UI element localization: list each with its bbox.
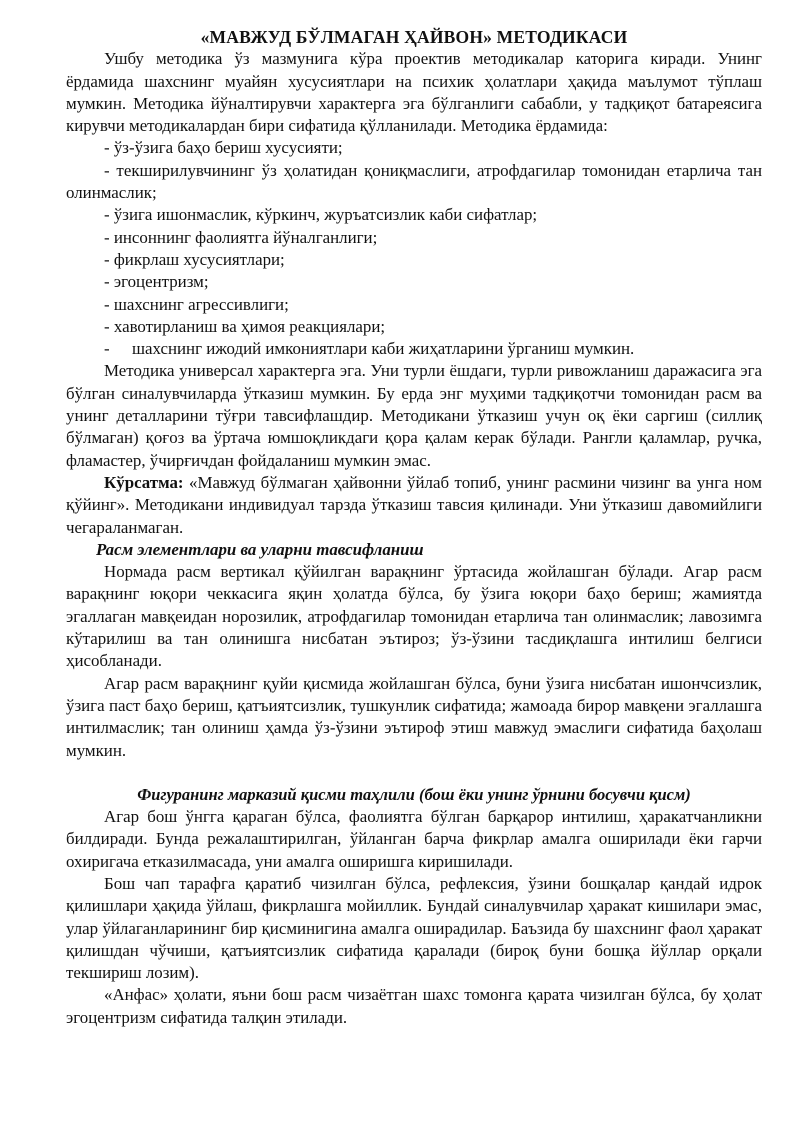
bottom-paragraph: Агар расм варақнинг қуйи қисмида жойлашган бўлса, буни ўзига нисбатан ишончсизлик, ўзига паст баҳо бериш, қатъиятсизлик, тушкунлик сифатида; жамоада бирор мавқени эгаллашга интилмаслик; тан олиниш ҳамда ўз-ўзини эътироф этиш мавжуд эмаслиги сифатида баҳолаш мумкин. (66, 673, 762, 760)
list-item: - хавотирланиш ва ҳимоя реакциялари; (104, 316, 386, 336)
list-item: - эгоцентризм; (104, 272, 209, 292)
document-title: «МАВЖУД БЎЛМАГАН ҲАЙВОН» МЕТОДИКАСИ (200, 27, 628, 47)
instruction-paragraph (66, 472, 762, 539)
norm-paragraph: Нормада расм вертикал қўйилган варақнинг ўртасида жойлашган бўлади. Агар расм варақнинг юқори чеккасига яқин ҳолатда бўлса, бу ўзига юқори баҳо бериш; жамиятда эгаллаган мавқеидан норозилик, атрофдагилар томонидан етарлича тан олинмаслик; лавозимга кўтарилиш ва тан олинишга нисбатан эътироз; ўз-ўзини тасдиқлашга интилиш белгиси ҳисобланади. (66, 562, 762, 671)
universal-paragraph: Методика универсал характерга эга. Уни турли ёшдаги, турли ривожланиш даражасига эга бўлган синалувчиларда ўтказиш мумкин. Бу ерда энг муҳими тадқиқотчи томонидан расм ва унинг деталларини тўғри тавсифлашдир. Методикани ўтказиш учун оқ ёки саргиш (силлиқ бўлмаган) қоғоз ва ўртача юмшоқликдаги қора қалам керак бўлади. Рангли қаламлар, ручка, фламастер, ўчирғичдан фойдаланиш мумкин эмас. (66, 361, 762, 470)
intro-paragraph: Ушбу методика ўз мазмунига кўра проектив методикалар каторига киради. Унинг ёрдамида шахснинг муайян хусусиятлари на психик ҳолатлари ҳақида маълумот тўплаш мумкин. Методика йўналтирувчи характерга эга бўлганлиги сабабли, у тадқиқот батареясига кирувчи методикалардан бири сифатида қўлланилади. Методика ёрдамида: (66, 49, 762, 136)
list-item: - текширилувчининг ўз ҳолатидан қониқмаслиги, атрофдагилар томонидан етарлича тан олинмаслик; (66, 160, 762, 203)
anfas-paragraph: «Анфас» ҳолати, яъни бош расм чизаётган шахс томонга қарата чизилган бўлса, бу ҳолат эгоцентризм сифатида талқин этилади. (66, 985, 762, 1027)
section-subtitle: Расм элементлари ва уларни тавсифланиш (96, 539, 424, 559)
instruction-text: «Мавжуд бўлмаган ҳайвонни ўйлаб топиб, унинг расмини чизинг ва унга ном қўйинг». Методикани индивидуал тарзда ўтказиш тавсия қилинади. Уни ўтказиш давомийлиги чегараланмаган. (66, 472, 762, 537)
section-subtitle-center: Фигуранинг марказий қисми таҳлили (бош ёки унинг ўрнини босувчи қисм) (137, 784, 691, 804)
list-item: - ўзига ишонмаслик, кўркинч, журъатсизлик каби сифатлар; (104, 205, 538, 225)
list-item: - инсоннинг фаолиятга йўналганлиги; (104, 227, 378, 247)
list-item (66, 338, 762, 360)
list-dash: - (104, 339, 110, 359)
list-item-text: шахснинг ижодий имкониятлари каби жиҳатларини ўрганиш мумкин. (132, 339, 635, 359)
head-right-paragraph: Агар бош ўнгга қараган бўлса, фаолиятга бўлган барқарор интилиш, ҳаракатчанликни билдиради. Бунда режалаштирилган, ўйланган барча фикрлар амалга оширилади ёки гарчи охиригача етказилмасада, уни амалга оширишга киришилади. (66, 807, 762, 871)
list-item: - ўз-ўзига баҳо бериш хусусияти; (104, 138, 343, 158)
list-item: - шахснинг агрессивлиги; (104, 294, 289, 314)
instruction-label: Кўрсатма: (104, 472, 184, 492)
list-item: - фикрлаш хусусиятлари; (104, 249, 285, 269)
head-left-paragraph: Бош чап тарафга қаратиб чизилган бўлса, рефлексия, ўзини бошқалар қандай идрок қилишлари ҳақида ўйлаш, фикрлашга мойиллик. Бундай синалувчилар ҳаракат кишилари эмас, улар ўйлаганларининг бир қисминигина амалга оширадилар. Баъзида бу шахснинг фаол ҳаракат қилишдан чўчиши, қатъиятсизлик сифатида қаралади (бироқ буни бошқа йўллар орқали текшириш лозим). (66, 873, 762, 983)
